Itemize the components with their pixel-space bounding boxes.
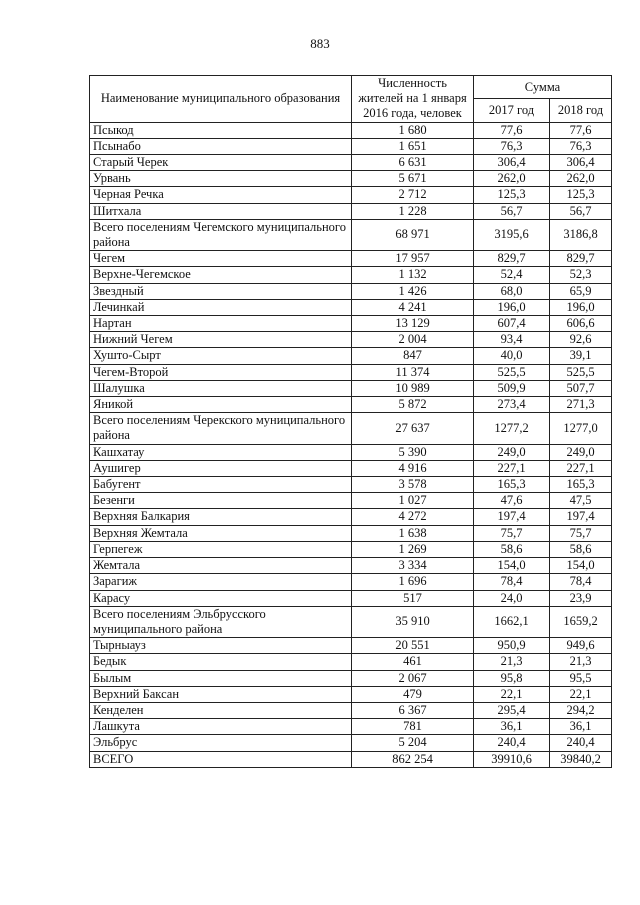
row-name-cell: Верхняя Жемтала: [90, 525, 352, 541]
row-name-cell: Урвань: [90, 171, 352, 187]
row-population-cell: 1 696: [352, 574, 474, 590]
row-2018-cell: 95,5: [550, 670, 612, 686]
row-2017-cell: 607,4: [474, 316, 550, 332]
row-name-cell: Черная Речка: [90, 187, 352, 203]
row-2018-cell: 58,6: [550, 541, 612, 557]
table-row: [90, 283, 612, 299]
table-row: [90, 509, 612, 525]
row-population-cell: 68 971: [352, 219, 474, 250]
row-2018-cell: 294,2: [550, 702, 612, 718]
row-population-cell: 1 426: [352, 283, 474, 299]
row-2017-cell: 3195,6: [474, 219, 550, 250]
row-name-cell: Звездный: [90, 283, 352, 299]
row-population-cell: 5 390: [352, 444, 474, 460]
row-2017-cell: 52,4: [474, 267, 550, 283]
row-2017-cell: 829,7: [474, 251, 550, 267]
row-2018-cell: 47,5: [550, 493, 612, 509]
row-population-cell: 4 241: [352, 299, 474, 315]
table-row: [90, 574, 612, 590]
table-row: [90, 138, 612, 154]
row-2017-cell: 68,0: [474, 283, 550, 299]
row-2018-cell: 125,3: [550, 187, 612, 203]
row-2017-cell: 165,3: [474, 477, 550, 493]
row-population-cell: 781: [352, 719, 474, 735]
row-2018-cell: 271,3: [550, 397, 612, 413]
row-2018-cell: 39840,2: [550, 751, 612, 767]
row-2018-cell: 829,7: [550, 251, 612, 267]
row-2017-cell: 76,3: [474, 138, 550, 154]
table-row: [90, 477, 612, 493]
row-name-cell: Бедык: [90, 654, 352, 670]
row-population-cell: 5 204: [352, 735, 474, 751]
row-name-cell: Зарагиж: [90, 574, 352, 590]
table-row: [90, 203, 612, 219]
row-name-cell: Былым: [90, 670, 352, 686]
header-year-2018: 2018 год: [550, 99, 612, 122]
row-2017-cell: 21,3: [474, 654, 550, 670]
table-row: [90, 397, 612, 413]
table-row: [90, 638, 612, 654]
row-name-cell: Псыкод: [90, 122, 352, 138]
row-name-cell: Лечинкай: [90, 299, 352, 315]
row-2017-cell: 58,6: [474, 541, 550, 557]
row-name-cell: Нартан: [90, 316, 352, 332]
table-row: [90, 171, 612, 187]
row-population-cell: 6 367: [352, 702, 474, 718]
row-2017-cell: 197,4: [474, 509, 550, 525]
row-population-cell: 1 228: [352, 203, 474, 219]
row-2017-cell: 39910,6: [474, 751, 550, 767]
row-name-cell: Всего поселениям Чегемского муниципального района: [90, 219, 352, 250]
row-2017-cell: 36,1: [474, 719, 550, 735]
row-name-cell: Верхняя Балкария: [90, 509, 352, 525]
row-2018-cell: 92,6: [550, 332, 612, 348]
row-2018-cell: 3186,8: [550, 219, 612, 250]
row-population-cell: 20 551: [352, 638, 474, 654]
table-row: [90, 590, 612, 606]
row-2018-cell: 1659,2: [550, 606, 612, 637]
table-row: [90, 670, 612, 686]
row-population-cell: 1 680: [352, 122, 474, 138]
row-2017-cell: 93,4: [474, 332, 550, 348]
row-population-cell: 17 957: [352, 251, 474, 267]
row-2018-cell: 154,0: [550, 558, 612, 574]
row-name-cell: Бабугент: [90, 477, 352, 493]
row-population-cell: 5 872: [352, 397, 474, 413]
row-2018-cell: 196,0: [550, 299, 612, 315]
row-population-cell: 4 272: [352, 509, 474, 525]
row-name-cell: Нижний Чегем: [90, 332, 352, 348]
header-population-column: Численность жителей на 1 января 2016 года, человек: [352, 76, 474, 123]
row-2017-cell: 262,0: [474, 171, 550, 187]
table-row: [90, 364, 612, 380]
row-population-cell: 3 334: [352, 558, 474, 574]
row-2018-cell: 56,7: [550, 203, 612, 219]
row-2017-cell: 525,5: [474, 364, 550, 380]
row-name-cell: Чегем: [90, 251, 352, 267]
row-name-cell: Жемтала: [90, 558, 352, 574]
row-2018-cell: 39,1: [550, 348, 612, 364]
table-row: [90, 686, 612, 702]
row-2018-cell: 525,5: [550, 364, 612, 380]
table-row: [90, 332, 612, 348]
header-name-column: Наименование муниципального образования: [90, 76, 352, 123]
row-population-cell: 10 989: [352, 380, 474, 396]
row-name-cell: Всего поселениям Эльбрусского муниципального района: [90, 606, 352, 637]
row-2017-cell: 154,0: [474, 558, 550, 574]
row-name-cell: Аушигер: [90, 460, 352, 476]
row-population-cell: 6 631: [352, 155, 474, 171]
table-row: [90, 702, 612, 718]
table-row: [90, 122, 612, 138]
row-2018-cell: 21,3: [550, 654, 612, 670]
table-row: [90, 525, 612, 541]
row-population-cell: 2 004: [352, 332, 474, 348]
row-name-cell: Верхний Баксан: [90, 686, 352, 702]
row-2017-cell: 196,0: [474, 299, 550, 315]
row-2018-cell: 949,6: [550, 638, 612, 654]
table-header: [90, 76, 612, 123]
row-population-cell: 1 027: [352, 493, 474, 509]
table-row: [90, 444, 612, 460]
table-row: [90, 493, 612, 509]
row-population-cell: 13 129: [352, 316, 474, 332]
table-row: [90, 719, 612, 735]
row-2018-cell: 249,0: [550, 444, 612, 460]
row-2017-cell: 95,8: [474, 670, 550, 686]
row-population-cell: 35 910: [352, 606, 474, 637]
table-row: [90, 541, 612, 557]
district-total-row: [90, 413, 612, 444]
table-body: [90, 122, 612, 767]
row-name-cell: Шитхала: [90, 203, 352, 219]
row-name-cell: Безенги: [90, 493, 352, 509]
row-population-cell: 1 269: [352, 541, 474, 557]
row-2018-cell: 22,1: [550, 686, 612, 702]
row-2018-cell: 606,6: [550, 316, 612, 332]
row-2018-cell: 77,6: [550, 122, 612, 138]
row-name-cell: Псынабо: [90, 138, 352, 154]
row-name-cell: Шалушка: [90, 380, 352, 396]
page-number: 883: [310, 36, 330, 51]
row-name-cell: Хушто-Сырт: [90, 348, 352, 364]
row-2017-cell: 1277,2: [474, 413, 550, 444]
row-population-cell: 5 671: [352, 171, 474, 187]
row-2018-cell: 306,4: [550, 155, 612, 171]
row-population-cell: 1 651: [352, 138, 474, 154]
table-row: [90, 267, 612, 283]
row-2018-cell: 65,9: [550, 283, 612, 299]
row-2018-cell: 1277,0: [550, 413, 612, 444]
table-row: [90, 558, 612, 574]
row-population-cell: 862 254: [352, 751, 474, 767]
row-name-cell: Чегем-Второй: [90, 364, 352, 380]
row-population-cell: 1 638: [352, 525, 474, 541]
row-2017-cell: 56,7: [474, 203, 550, 219]
row-2017-cell: 22,1: [474, 686, 550, 702]
row-2018-cell: 227,1: [550, 460, 612, 476]
table-row: [90, 155, 612, 171]
row-2018-cell: 240,4: [550, 735, 612, 751]
row-name-cell: Яникой: [90, 397, 352, 413]
row-population-cell: 27 637: [352, 413, 474, 444]
row-name-cell: Кенделен: [90, 702, 352, 718]
row-2018-cell: 165,3: [550, 477, 612, 493]
row-2017-cell: 47,6: [474, 493, 550, 509]
row-2018-cell: 23,9: [550, 590, 612, 606]
row-population-cell: 2 712: [352, 187, 474, 203]
table-row: [90, 251, 612, 267]
row-population-cell: 2 067: [352, 670, 474, 686]
table-row: [90, 460, 612, 476]
row-2017-cell: 950,9: [474, 638, 550, 654]
row-2017-cell: 77,6: [474, 122, 550, 138]
row-2017-cell: 75,7: [474, 525, 550, 541]
row-population-cell: 1 132: [352, 267, 474, 283]
row-name-cell: ВСЕГО: [90, 751, 352, 767]
row-2018-cell: 36,1: [550, 719, 612, 735]
table-row: [90, 654, 612, 670]
table-row: [90, 751, 612, 767]
row-name-cell: Всего поселениям Черекского муниципального района: [90, 413, 352, 444]
table-row: [90, 316, 612, 332]
row-2017-cell: 240,4: [474, 735, 550, 751]
row-2018-cell: 78,4: [550, 574, 612, 590]
row-population-cell: 3 578: [352, 477, 474, 493]
row-name-cell: Кашхатау: [90, 444, 352, 460]
row-2017-cell: 249,0: [474, 444, 550, 460]
row-name-cell: Тырныауз: [90, 638, 352, 654]
header-year-2017: 2017 год: [474, 99, 550, 122]
table-row: [90, 187, 612, 203]
row-2018-cell: 76,3: [550, 138, 612, 154]
row-2018-cell: 197,4: [550, 509, 612, 525]
district-total-row: [90, 606, 612, 637]
row-2018-cell: 507,7: [550, 380, 612, 396]
header-sum-group: Сумма: [474, 76, 612, 99]
table-row: [90, 380, 612, 396]
row-2018-cell: 52,3: [550, 267, 612, 283]
row-population-cell: 847: [352, 348, 474, 364]
row-2017-cell: 509,9: [474, 380, 550, 396]
row-name-cell: Старый Черек: [90, 155, 352, 171]
row-population-cell: 461: [352, 654, 474, 670]
row-name-cell: Герпегеж: [90, 541, 352, 557]
row-name-cell: Лашкута: [90, 719, 352, 735]
row-2017-cell: 1662,1: [474, 606, 550, 637]
row-name-cell: Верхне-Чегемское: [90, 267, 352, 283]
row-population-cell: 4 916: [352, 460, 474, 476]
table-row: [90, 735, 612, 751]
row-population-cell: 479: [352, 686, 474, 702]
row-2017-cell: 78,4: [474, 574, 550, 590]
table-row: [90, 299, 612, 315]
row-population-cell: 517: [352, 590, 474, 606]
row-2017-cell: 227,1: [474, 460, 550, 476]
budget-table: [89, 75, 612, 768]
row-2018-cell: 75,7: [550, 525, 612, 541]
row-name-cell: Карасу: [90, 590, 352, 606]
row-2017-cell: 295,4: [474, 702, 550, 718]
row-name-cell: Эльбрус: [90, 735, 352, 751]
table-row: [90, 348, 612, 364]
district-total-row: [90, 219, 612, 250]
row-2017-cell: 125,3: [474, 187, 550, 203]
row-2017-cell: 306,4: [474, 155, 550, 171]
row-2017-cell: 40,0: [474, 348, 550, 364]
row-2017-cell: 24,0: [474, 590, 550, 606]
row-2017-cell: 273,4: [474, 397, 550, 413]
row-2018-cell: 262,0: [550, 171, 612, 187]
row-population-cell: 11 374: [352, 364, 474, 380]
